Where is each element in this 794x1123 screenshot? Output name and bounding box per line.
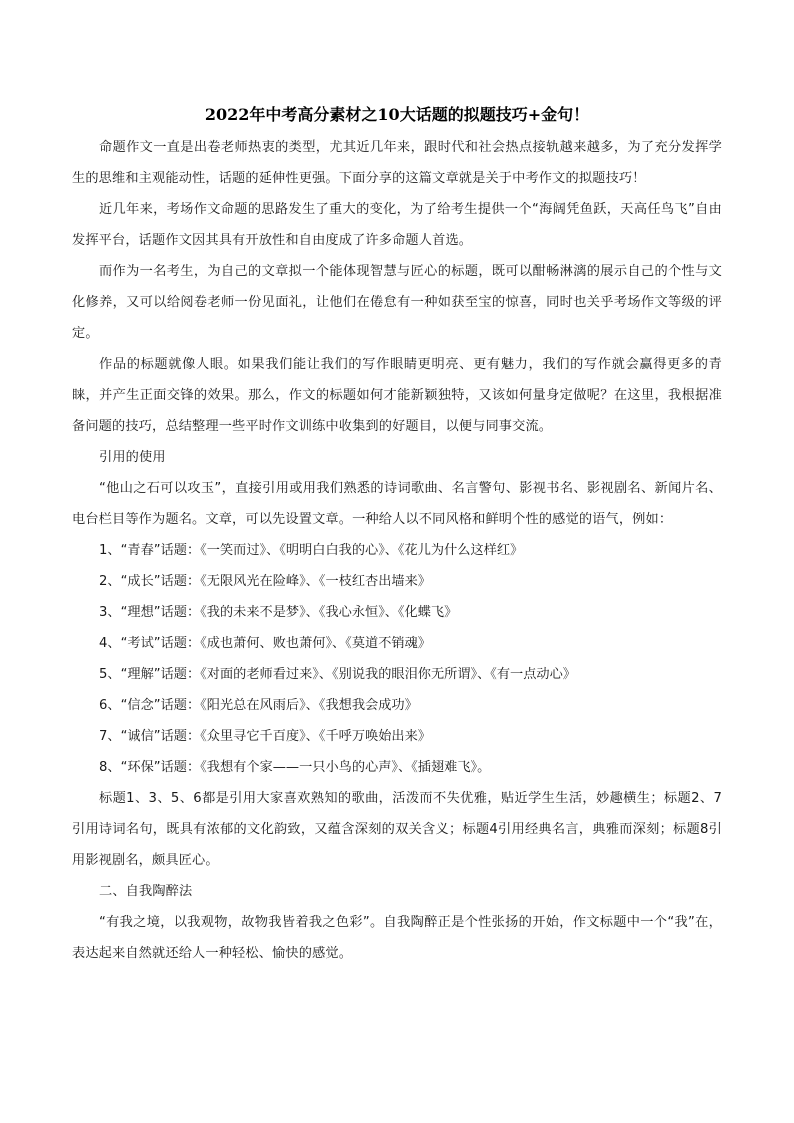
- section-heading: 引用的使用: [99, 450, 166, 465]
- example-item: 3、“理想”话题：《我的未来不是梦》、《我心永恒》、《化蝶飞》: [99, 605, 458, 620]
- section-heading: 二、自我陶醉法: [99, 884, 193, 899]
- example-item: 1、“青春”话题：《一笑而过》、《明明白白我的心》、《花儿为什么这样红》: [99, 543, 524, 558]
- body-paragraph: “有我之境，以我观物，故物我皆着我之色彩”。自我陶醉正是个性张扬的开始，作文标题中一个“我”在，表达起来自然就还给人一种轻松、愉快的感觉。: [72, 915, 722, 961]
- intro-paragraph: 命题作文一直是出卷老师热衷的类型，尤其近几年来，跟时代和社会热点接轨越来越多，为了充分发挥学生的思维和主观能动性，话题的延伸性更强。下面分享的这篇文章就是关于中考作文的拟题技巧！: [72, 140, 722, 186]
- body-paragraph: 近几年来，考场作文命题的思路发生了重大的变化，为了给考生提供一个“海阔凭鱼跃，天高任鸟飞”自由发挥平台，话题作文因其具有开放性和自由度成了许多命题人首选。: [72, 202, 722, 248]
- example-item: 5、“理解”话题：《对面的老师看过来》、《别说我的眼泪你无所谓》、《有一点动心》: [99, 667, 576, 682]
- example-item: 2、“成长”话题：《无限风光在险峰》、《一枝红杏出墙来》: [99, 574, 431, 589]
- example-item: 8、“环保”话题：《我想有个家——一只小鸟的心声》、《插翅难飞》。: [99, 760, 491, 775]
- example-item: 4、“考试”话题：《成也萧何、败也萧何》、《莫道不销魂》: [99, 636, 431, 651]
- analysis-paragraph: 标题1、3、5、6都是引用大家喜欢熟知的歌曲，活泼而不失优雅，贴近学生生活，妙趣横生；标题2、7引用诗词名句，既具有浓郁的文化韵致，又蕴含深刻的双关含义；标题4引用经典名言，典雅而深刻；标题8引用影视剧名，颇具匠心。: [72, 791, 722, 868]
- example-item: 6、“信念”话题：《阳光总在风雨后》、《我想我会成功》: [99, 698, 418, 713]
- document-title: 2022年中考高分素材之10大话题的拟题技巧+金句！: [204, 105, 590, 124]
- body-paragraph: “他山之石可以攻玉”，直接引用或用我们熟悉的诗词歌曲、名言警句、影视书名、影视剧名、新闻片名、电台栏目等作为题名。文章，可以先设置文章。一种给人以不同风格和鲜明个性的感觉的语气，例如：: [72, 481, 722, 527]
- example-item: 7、“诚信”话题：《众里寻它千百度》、《千呼万唤始出来》: [99, 729, 431, 744]
- body-paragraph: 而作为一名考生，为自己的文章拟一个能体现智慧与匠心的标题，既可以酣畅淋漓的展示自己的个性与文化修养，又可以给阅卷老师一份见面礼，让他们在倦怠有一种如获至宝的惊喜，同时也关乎考场作文等级的评定。: [72, 264, 722, 341]
- body-paragraph: 作品的标题就像人眼。如果我们能让我们的写作眼睛更明亮、更有魅力，我们的写作就会赢得更多的青睐，并产生正面交锋的效果。那么，作文的标题如何才能新颖独特，又该如何量身定做呢？在这里，我根据准备问题的技巧，总结整理一些平时作文训练中收集到的好题目，以便与同事交流。: [72, 357, 722, 434]
